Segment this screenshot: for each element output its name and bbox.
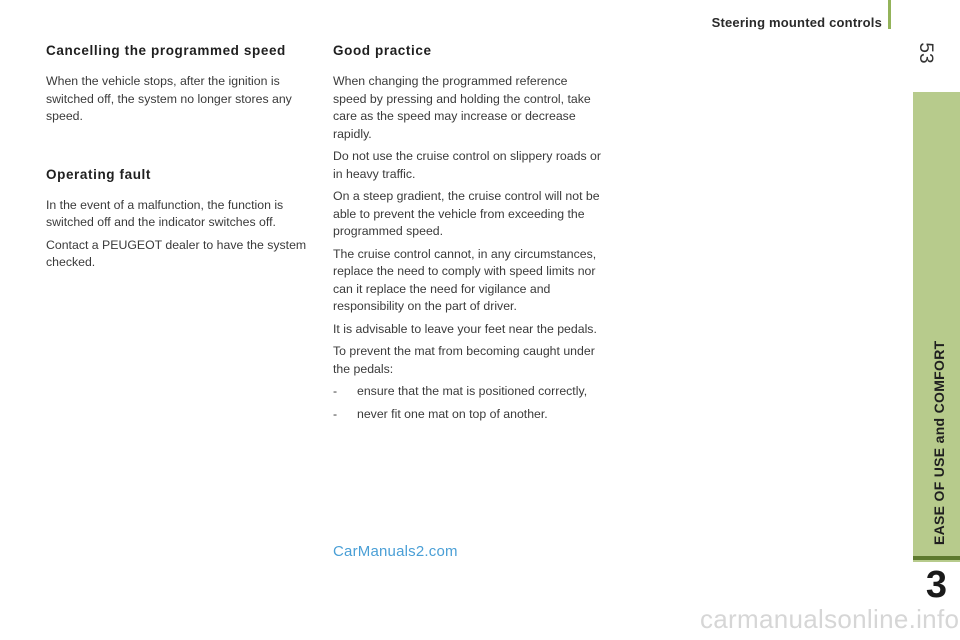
chapter-tab-stripe <box>913 556 960 560</box>
paragraph: Contact a PEUGEOT dealer to have the system checked. <box>46 237 307 269</box>
bullet-dash: - <box>333 384 338 398</box>
list-item <box>333 383 603 401</box>
paragraph: Do not use the cruise control on slippery roads or in heavy traffic. <box>333 149 601 181</box>
header-accent-bar <box>888 0 891 29</box>
section-heading: Good practice <box>333 43 432 58</box>
page-header-title: Steering mounted controls <box>711 15 882 30</box>
paragraph: When changing the programmed reference speed by pressing and holding the control, take care as the speed may increase or decrease rapidly. <box>333 74 591 141</box>
paragraph: It is advisable to leave your feet near the pedals. <box>333 321 597 336</box>
list-item-text: ensure that the mat is positioned correctly, <box>357 384 588 398</box>
list-item <box>333 406 603 424</box>
paragraph: In the event of a malfunction, the function is switched off and the indicator switches off. <box>46 197 284 229</box>
chapter-number: 3 <box>925 563 948 606</box>
paragraph: To prevent the mat from becoming caught under the pedals: <box>333 344 595 376</box>
page-number: 53 <box>915 42 936 64</box>
chapter-label: EASE OF USE and COMFORT <box>931 340 947 545</box>
paragraph: On a steep gradient, the cruise control will not be able to prevent the vehicle from exceeding the programmed speed. <box>333 189 600 238</box>
section-heading: Cancelling the programmed speed <box>46 43 286 58</box>
watermark-link[interactable]: CarManuals2.com <box>333 543 458 560</box>
watermark-footer: carmanualsonline.info <box>700 604 960 634</box>
bullet-list <box>333 383 603 423</box>
section-cancelling <box>46 42 314 126</box>
right-column <box>333 42 603 428</box>
left-column <box>46 42 314 277</box>
section-heading: Operating fault <box>46 166 152 182</box>
bullet-dash: - <box>333 406 338 421</box>
list-item-text: never fit one mat on top of another. <box>357 406 548 421</box>
section-operating-fault <box>46 166 314 272</box>
paragraph: The cruise control cannot, in any circumstances, replace the need to comply with speed limits nor can it replace the need for vigilance and responsibility on the part of driver. <box>333 246 597 313</box>
paragraph: When the vehicle stops, after the ignition is switched off, the system no longer stores any speed. <box>46 74 292 123</box>
